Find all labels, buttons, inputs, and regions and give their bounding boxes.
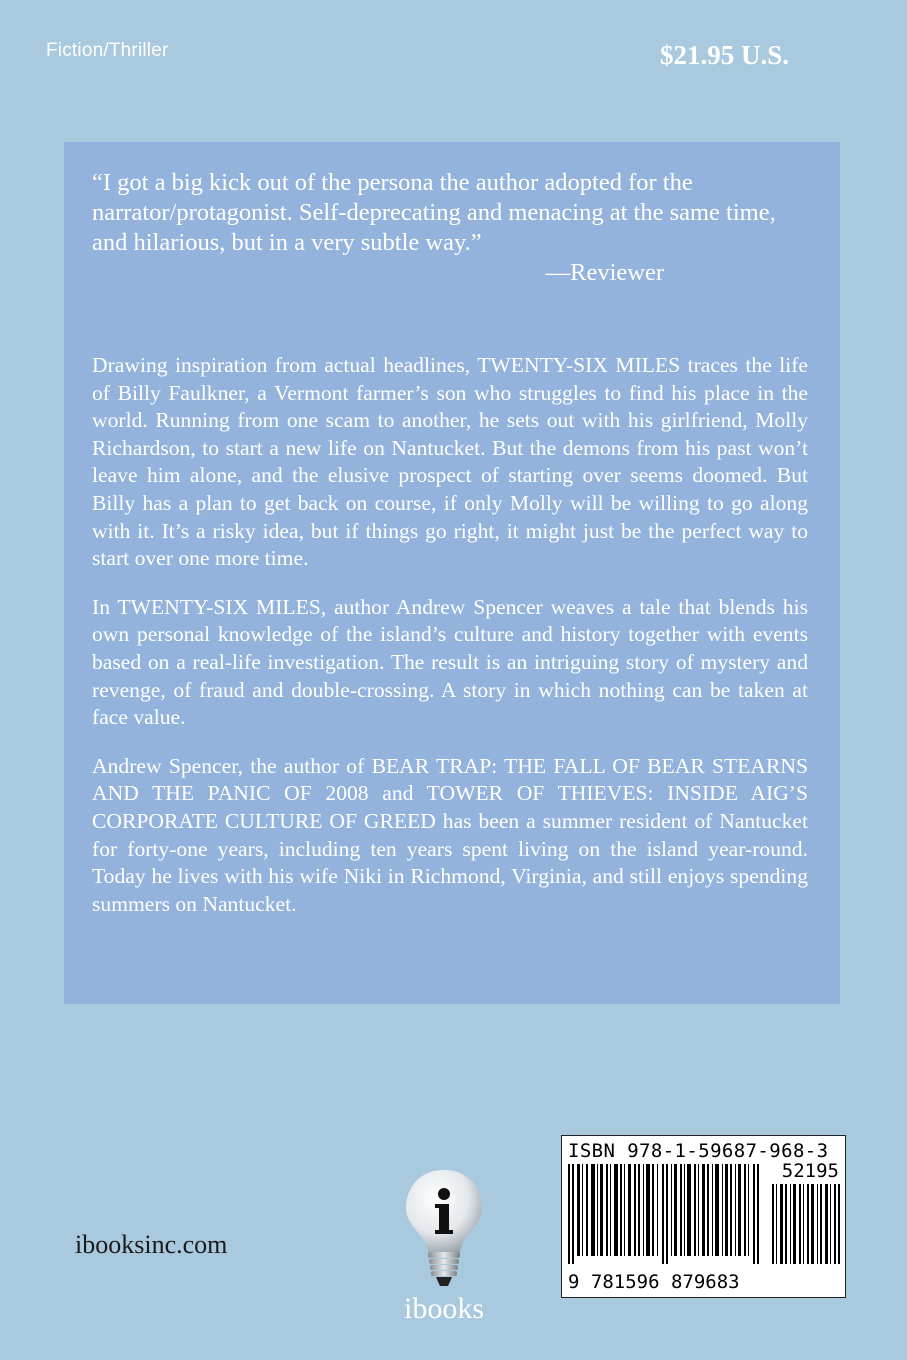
ean-barcode-bars [568, 1164, 764, 1264]
blurb-panel [64, 142, 840, 1004]
publisher-logo [394, 1160, 494, 1330]
author-bio-paragraph: Andrew Spencer, the author of BEAR TRAP: THE FALL OF BEAR STEARNS AND THE PANIC OF 2008 and TOWER OF THIEVES: INSIDE AIG’S CORPORATE CULTURE OF GREED has been a summer resident of Nantucket for forty-one years, including ten years spent living on the island year-round. Today he lives with his wife Niki in Richmond, Virginia, and still enjoys spending summers on Nantucket. [92, 753, 808, 916]
synopsis-paragraph: Drawing inspiration from actual headlines, TWENTY-SIX MILES traces the life of Billy Faulkner, a Vermont farmer’s son who struggles to find his place in the world. Running from one scam to another, he sets out with his girlfriend, Molly Richardson, to start a new life on Nantucket. But the demons from his past won’t leave him alone, and the elusive prospect of starting over seems doomed. But Billy has a plan to get back on course, if only Molly will be willing to go along with it. It’s a risky idea, but if things go right, it might just be the perfect way to start over one more time. [92, 353, 808, 571]
review-quote: “I got a big kick out of the persona the author adopted for the narrator/protagonist. Self-deprecating and menacing at the same time, and hilarious, but in a very subtle way.” [92, 169, 776, 256]
isbn-barcode [561, 1135, 846, 1298]
review-attribution: —Reviewer [545, 259, 664, 286]
isbn-number: ISBN 978-1-59687-968-3 [568, 1140, 829, 1162]
publisher-website: ibooksinc.com [75, 1230, 228, 1259]
price-code: 52195 [781, 1160, 839, 1182]
context-paragraph: In TWENTY-SIX MILES, author Andrew Spencer weaves a tale that blends his own personal knowledge of the island’s culture and history together with events based on a real-life investigation. The result is an intriguing story of mystery and revenge, of fraud and double-crossing. A story in which nothing can be taken at face value. [92, 594, 808, 730]
ean-digits: 9 781596 879683 [568, 1271, 740, 1293]
price-barcode-bars [772, 1184, 840, 1264]
genre-label: Fiction/Thriller [46, 40, 169, 61]
logo-text: ibooks [403, 1292, 484, 1325]
price-label: $21.95 U.S. [659, 40, 789, 70]
lightbulb-i-icon [394, 1160, 494, 1295]
